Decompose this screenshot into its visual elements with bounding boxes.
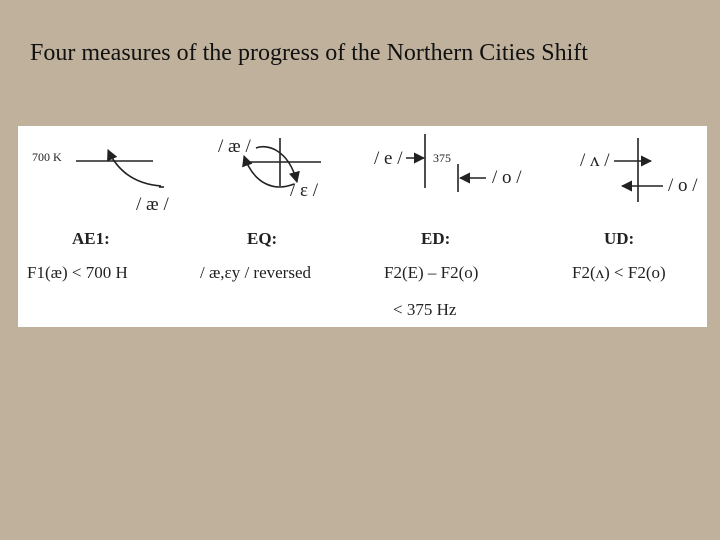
measure-name-ed: ED: (421, 229, 451, 248)
measure-formula-ed-cont: < 375 Hz (393, 300, 457, 319)
ed-right-label: / o / (492, 167, 522, 188)
measure-formula-ed: F2(E) – F2(o) (384, 263, 479, 282)
ae1-vowel-label: / æ / (136, 194, 169, 215)
eq-top-label: / æ / (218, 136, 251, 157)
ed-value-label: 375 (433, 151, 451, 165)
measures-panel (18, 126, 707, 327)
eq-arrow-down (256, 147, 297, 182)
measure-formula-eq: / æ,ɛy / reversed (200, 263, 311, 282)
ud-left-label: / ʌ / (580, 150, 610, 171)
ed-left-label: / e / (374, 148, 403, 169)
measure-name-ae1: AE1: (72, 229, 110, 248)
measure-name-ud: UD: (604, 229, 635, 248)
ae1-diagram (76, 150, 164, 187)
measure-formula-ae1: F1(æ) < 700 H (27, 263, 128, 282)
ae1-arrow (108, 150, 161, 186)
measure-formula-ud: F2(ʌ) < F2(o) (572, 263, 666, 282)
ud-diagram (614, 138, 663, 202)
eq-bottom-label: / ɛ / (290, 180, 319, 201)
slide-title: Four measures of the progress of the Northern Cities Shift (30, 40, 588, 66)
ud-right-label: / o / (668, 175, 698, 196)
ae1-threshold-label: 700 K (32, 150, 62, 164)
measure-name-eq: EQ: (247, 229, 278, 248)
